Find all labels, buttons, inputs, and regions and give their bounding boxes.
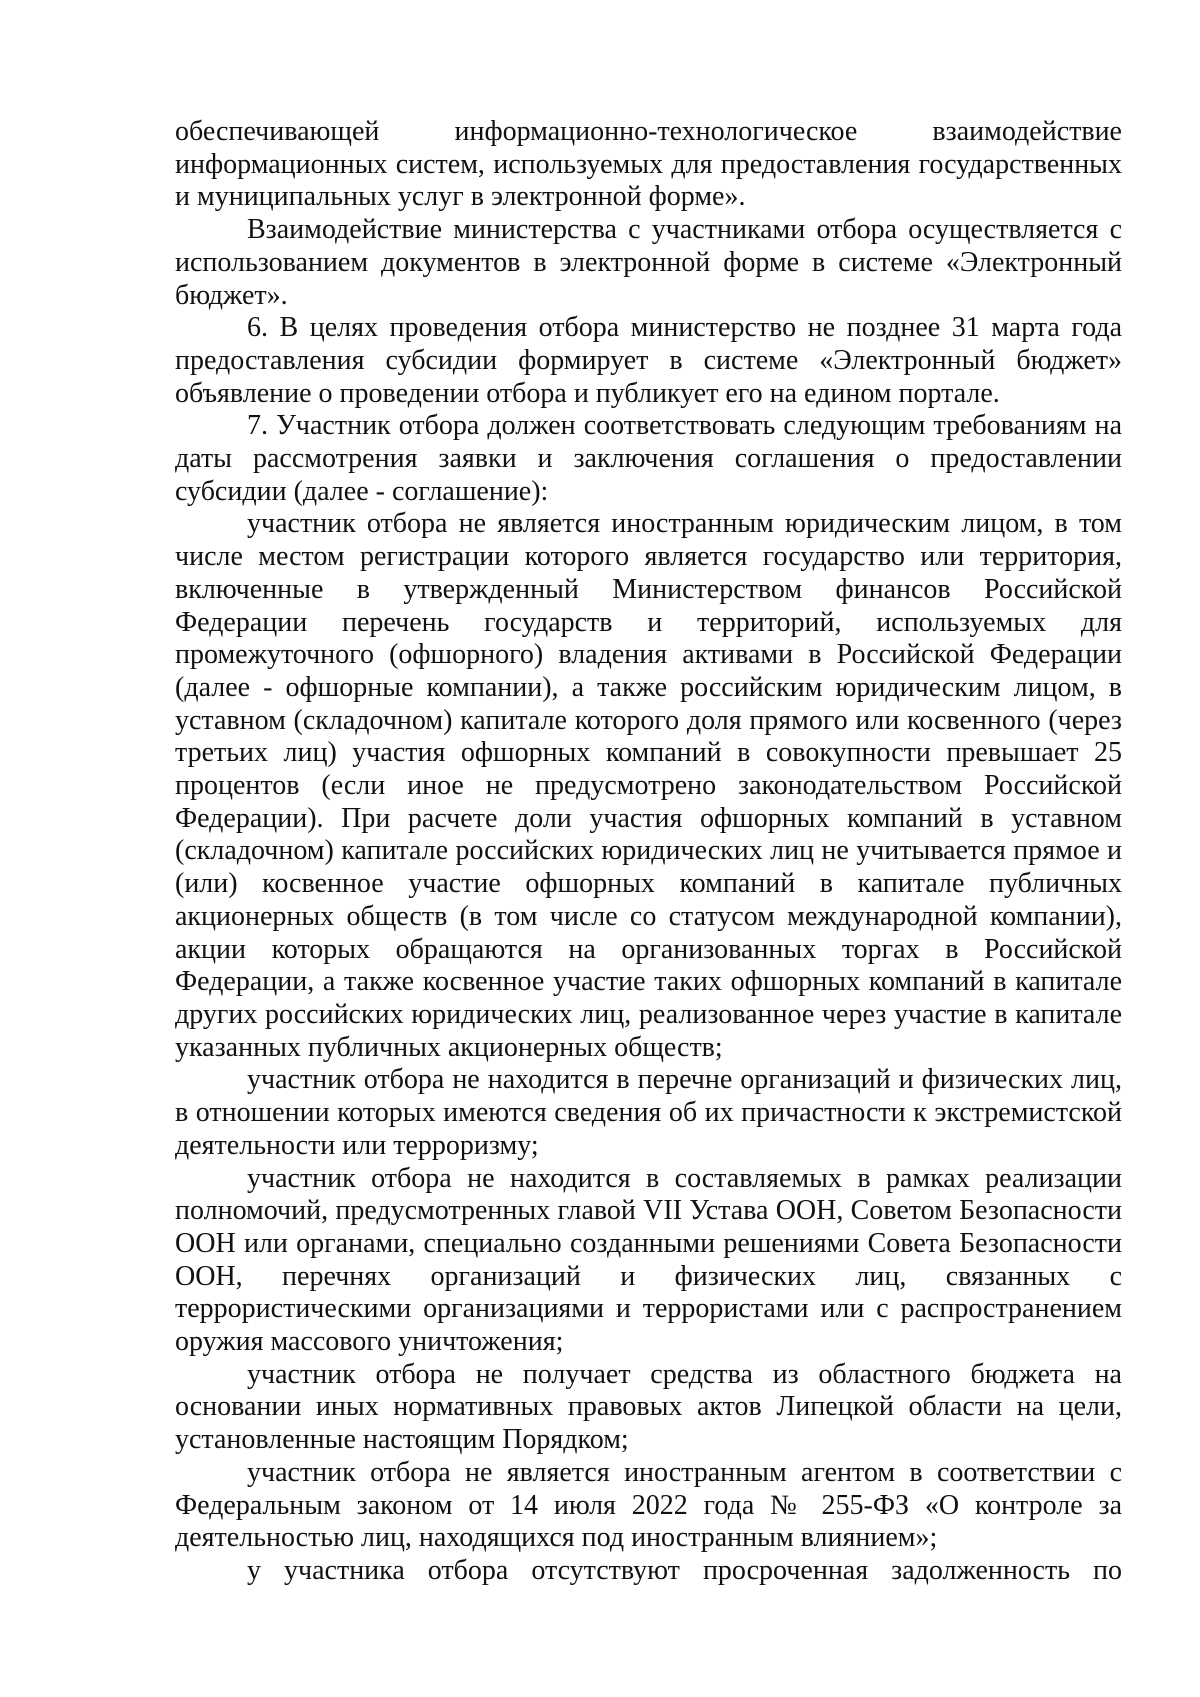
paragraph-interaction-ebudget: Взаимодействие министерства с участниками отбора осуществляется с использованием документов в электронной форме в системе «Электронный бюджет». [175,214,1122,311]
paragraph-item-6: 6. В целях проведения отбора министерство не позднее 31 марта года предоставления субсидии формирует в системе «Электронный бюджет» объявление о проведении отбора и публикует его на едином портале. [175,312,1122,409]
paragraph-foreign-agent-requirement: участник отбора не является иностранным агентом в соответствии с Федеральным законом от 14 июля 2022 года № 255-ФЗ «О контроле за деятельностью лиц, находящихся под иностранным влиянием»; [175,1456,1122,1554]
document-page [175,116,1122,1588]
paragraph-continuation: обеспечивающей информационно-технологическое взаимодействие информационных систем, используемых для предоставления государственных и муниципальных услуг в электронной форме». [175,116,1122,213]
paragraph-extremism-requirement: участник отбора не находится в перечне организаций и физических лиц, в отношении которых имеются сведения об их причастности к экстремистской деятельности или терроризму; [175,1064,1122,1161]
paragraph-debt-requirement: у участника отбора отсутствуют просроченная задолженность по [247,1554,1122,1586]
paragraph-un-list-requirement: участник отбора не находится в составляемых в рамках реализации полномочий, предусмотренных главой VII Устава ООН, Советом Безопасности ООН или органами, специально созданными решениями Совета Безопасности ООН, перечнях организаций и физических лиц, связанных с террористическими организациями и террористами или с распространением оружия массового уничтожения; [175,1162,1122,1358]
paragraph-offshore-requirement: участник отбора не является иностранным юридическим лицом, в том числе местом регистрации которого является государство или территория, включенные в утвержденный Министерством финансов Российской Федерации перечень государств и территорий, используемых для промежуточного (офшорного) владения активами в Российской Федерации (далее - офшорные компании), а также российским юридическим лицом, в уставном (складочном) капитале которого доля прямого или косвенного (через третьих лиц) участия офшорных компаний в совокупности превышает 25 процентов (если иное не предусмотрено законодательством Российской Федерации). При расчете доли участия офшорных компаний в уставном (складочном) капитале российских юридических лиц не учитывается прямое и (или) косвенное участие офшорных компаний в капитале публичных акционерных обществ (в том числе со статусом международной компании), акции которых обращаются на организованных торгах в Российской Федерации, а также косвенное участие таких офшорных компаний в капитале других российских юридических лиц, реализованное через участие в капитале указанных публичных акционерных обществ; [175,508,1122,1063]
paragraph-item-7: 7. Участник отбора должен соответствовать следующим требованиям на даты рассмотрения заявки и заключения соглашения о предоставлении субсидии (далее - соглашение): [175,410,1122,507]
paragraph-regional-budget-requirement: участник отбора не получает средства из областного бюджета на основании иных нормативных правовых актов Липецкой области на цели, установленные настоящим Порядком; [175,1358,1122,1456]
